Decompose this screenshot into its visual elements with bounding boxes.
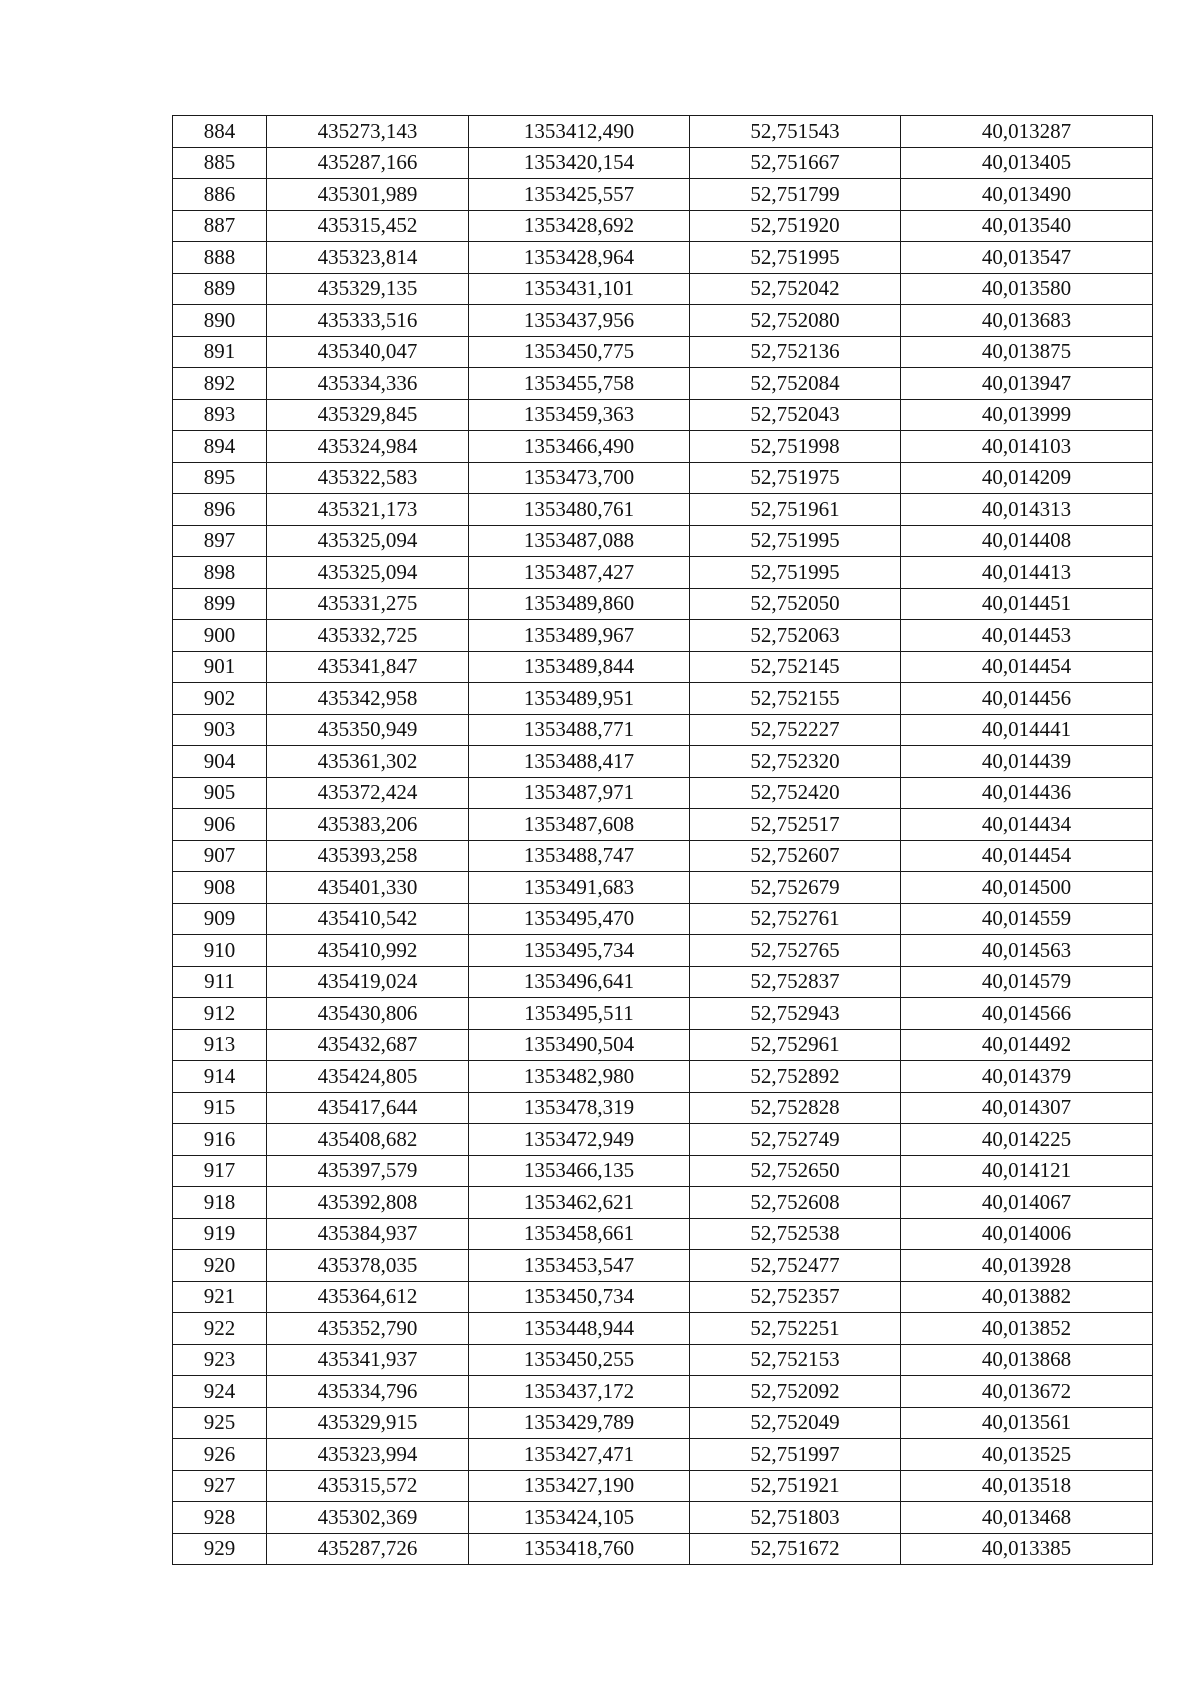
latitude-cell: 52,752155 — [690, 683, 901, 715]
x-coordinate-cell: 435315,572 — [267, 1470, 469, 1502]
y-coordinate-cell: 1353489,967 — [469, 620, 690, 652]
y-coordinate-cell: 1353427,471 — [469, 1439, 690, 1471]
x-coordinate-cell: 435324,984 — [267, 431, 469, 463]
table-row — [173, 1502, 1153, 1534]
point-number-cell: 917 — [173, 1155, 267, 1187]
table-row — [173, 525, 1153, 557]
point-number-cell: 897 — [173, 525, 267, 557]
longitude-cell: 40,014566 — [901, 998, 1153, 1030]
point-number-cell: 906 — [173, 809, 267, 841]
longitude-cell: 40,013672 — [901, 1376, 1153, 1408]
table-row — [173, 210, 1153, 242]
latitude-cell: 52,751995 — [690, 557, 901, 589]
table-row — [173, 1376, 1153, 1408]
point-number-cell: 910 — [173, 935, 267, 967]
longitude-cell: 40,013875 — [901, 336, 1153, 368]
y-coordinate-cell: 1353488,747 — [469, 840, 690, 872]
longitude-cell: 40,013928 — [901, 1250, 1153, 1282]
latitude-cell: 52,752650 — [690, 1155, 901, 1187]
longitude-cell: 40,013525 — [901, 1439, 1153, 1471]
x-coordinate-cell: 435410,992 — [267, 935, 469, 967]
y-coordinate-cell: 1353482,980 — [469, 1061, 690, 1093]
latitude-cell: 52,752761 — [690, 903, 901, 935]
x-coordinate-cell: 435372,424 — [267, 777, 469, 809]
y-coordinate-cell: 1353450,255 — [469, 1344, 690, 1376]
y-coordinate-cell: 1353458,661 — [469, 1218, 690, 1250]
latitude-cell: 52,751961 — [690, 494, 901, 526]
latitude-cell: 52,752136 — [690, 336, 901, 368]
latitude-cell: 52,752153 — [690, 1344, 901, 1376]
x-coordinate-cell: 435325,094 — [267, 557, 469, 589]
point-number-cell: 914 — [173, 1061, 267, 1093]
y-coordinate-cell: 1353428,964 — [469, 242, 690, 274]
x-coordinate-cell: 435302,369 — [267, 1502, 469, 1534]
point-number-cell: 898 — [173, 557, 267, 589]
latitude-cell: 52,752251 — [690, 1313, 901, 1345]
x-coordinate-cell: 435322,583 — [267, 462, 469, 494]
x-coordinate-cell: 435393,258 — [267, 840, 469, 872]
longitude-cell: 40,014307 — [901, 1092, 1153, 1124]
x-coordinate-cell: 435392,808 — [267, 1187, 469, 1219]
point-number-cell: 916 — [173, 1124, 267, 1156]
longitude-cell: 40,014379 — [901, 1061, 1153, 1093]
x-coordinate-cell: 435329,845 — [267, 399, 469, 431]
longitude-cell: 40,013561 — [901, 1407, 1153, 1439]
y-coordinate-cell: 1353455,758 — [469, 368, 690, 400]
latitude-cell: 52,752420 — [690, 777, 901, 809]
longitude-cell: 40,014408 — [901, 525, 1153, 557]
x-coordinate-cell: 435301,989 — [267, 179, 469, 211]
latitude-cell: 52,752092 — [690, 1376, 901, 1408]
point-number-cell: 895 — [173, 462, 267, 494]
longitude-cell: 40,013999 — [901, 399, 1153, 431]
table-row — [173, 1439, 1153, 1471]
longitude-cell: 40,013385 — [901, 1533, 1153, 1565]
point-number-cell: 896 — [173, 494, 267, 526]
table-row — [173, 116, 1153, 148]
table-row — [173, 179, 1153, 211]
x-coordinate-cell: 435424,805 — [267, 1061, 469, 1093]
longitude-cell: 40,014313 — [901, 494, 1153, 526]
latitude-cell: 52,751667 — [690, 147, 901, 179]
table-row — [173, 1407, 1153, 1439]
x-coordinate-cell: 435287,726 — [267, 1533, 469, 1565]
point-number-cell: 922 — [173, 1313, 267, 1345]
table-row — [173, 1218, 1153, 1250]
longitude-cell: 40,014441 — [901, 714, 1153, 746]
x-coordinate-cell: 435352,790 — [267, 1313, 469, 1345]
y-coordinate-cell: 1353487,427 — [469, 557, 690, 589]
longitude-cell: 40,013882 — [901, 1281, 1153, 1313]
y-coordinate-cell: 1353427,190 — [469, 1470, 690, 1502]
latitude-cell: 52,752043 — [690, 399, 901, 431]
point-number-cell: 908 — [173, 872, 267, 904]
x-coordinate-cell: 435340,047 — [267, 336, 469, 368]
y-coordinate-cell: 1353437,956 — [469, 305, 690, 337]
y-coordinate-cell: 1353412,490 — [469, 116, 690, 148]
latitude-cell: 52,751975 — [690, 462, 901, 494]
y-coordinate-cell: 1353491,683 — [469, 872, 690, 904]
table-row — [173, 1061, 1153, 1093]
latitude-cell: 52,752357 — [690, 1281, 901, 1313]
x-coordinate-cell: 435331,275 — [267, 588, 469, 620]
latitude-cell: 52,751921 — [690, 1470, 901, 1502]
point-number-cell: 909 — [173, 903, 267, 935]
y-coordinate-cell: 1353437,172 — [469, 1376, 690, 1408]
latitude-cell: 52,752080 — [690, 305, 901, 337]
point-number-cell: 899 — [173, 588, 267, 620]
y-coordinate-cell: 1353431,101 — [469, 273, 690, 305]
y-coordinate-cell: 1353489,844 — [469, 651, 690, 683]
x-coordinate-cell: 435417,644 — [267, 1092, 469, 1124]
longitude-cell: 40,014453 — [901, 620, 1153, 652]
longitude-cell: 40,013405 — [901, 147, 1153, 179]
x-coordinate-cell: 435432,687 — [267, 1029, 469, 1061]
latitude-cell: 52,752050 — [690, 588, 901, 620]
point-number-cell: 919 — [173, 1218, 267, 1250]
latitude-cell: 52,752477 — [690, 1250, 901, 1282]
table-row — [173, 368, 1153, 400]
x-coordinate-cell: 435332,725 — [267, 620, 469, 652]
y-coordinate-cell: 1353487,608 — [469, 809, 690, 841]
table-row — [173, 399, 1153, 431]
coordinates-table — [172, 115, 1153, 1565]
table-row — [173, 998, 1153, 1030]
y-coordinate-cell: 1353489,951 — [469, 683, 690, 715]
y-coordinate-cell: 1353453,547 — [469, 1250, 690, 1282]
longitude-cell: 40,013852 — [901, 1313, 1153, 1345]
longitude-cell: 40,014103 — [901, 431, 1153, 463]
table-row — [173, 305, 1153, 337]
latitude-cell: 52,751920 — [690, 210, 901, 242]
point-number-cell: 891 — [173, 336, 267, 368]
x-coordinate-cell: 435419,024 — [267, 966, 469, 998]
table-row — [173, 620, 1153, 652]
latitude-cell: 52,752961 — [690, 1029, 901, 1061]
point-number-cell: 926 — [173, 1439, 267, 1471]
latitude-cell: 52,752892 — [690, 1061, 901, 1093]
y-coordinate-cell: 1353489,860 — [469, 588, 690, 620]
table-row — [173, 1124, 1153, 1156]
latitude-cell: 52,752943 — [690, 998, 901, 1030]
y-coordinate-cell: 1353488,771 — [469, 714, 690, 746]
longitude-cell: 40,014225 — [901, 1124, 1153, 1156]
y-coordinate-cell: 1353466,490 — [469, 431, 690, 463]
point-number-cell: 927 — [173, 1470, 267, 1502]
y-coordinate-cell: 1353450,734 — [469, 1281, 690, 1313]
longitude-cell: 40,013287 — [901, 116, 1153, 148]
y-coordinate-cell: 1353495,734 — [469, 935, 690, 967]
latitude-cell: 52,752320 — [690, 746, 901, 778]
x-coordinate-cell: 435342,958 — [267, 683, 469, 715]
y-coordinate-cell: 1353418,760 — [469, 1533, 690, 1565]
point-number-cell: 892 — [173, 368, 267, 400]
latitude-cell: 52,751672 — [690, 1533, 901, 1565]
longitude-cell: 40,014434 — [901, 809, 1153, 841]
table-row — [173, 746, 1153, 778]
latitude-cell: 52,751543 — [690, 116, 901, 148]
y-coordinate-cell: 1353425,557 — [469, 179, 690, 211]
x-coordinate-cell: 435384,937 — [267, 1218, 469, 1250]
longitude-cell: 40,013580 — [901, 273, 1153, 305]
x-coordinate-cell: 435341,847 — [267, 651, 469, 683]
table-row — [173, 557, 1153, 589]
table-row — [173, 966, 1153, 998]
y-coordinate-cell: 1353473,700 — [469, 462, 690, 494]
longitude-cell: 40,014006 — [901, 1218, 1153, 1250]
table-row — [173, 809, 1153, 841]
longitude-cell: 40,013683 — [901, 305, 1153, 337]
latitude-cell: 52,752517 — [690, 809, 901, 841]
table-row — [173, 1313, 1153, 1345]
longitude-cell: 40,014563 — [901, 935, 1153, 967]
point-number-cell: 903 — [173, 714, 267, 746]
x-coordinate-cell: 435323,814 — [267, 242, 469, 274]
x-coordinate-cell: 435334,336 — [267, 368, 469, 400]
longitude-cell: 40,013490 — [901, 179, 1153, 211]
point-number-cell: 889 — [173, 273, 267, 305]
y-coordinate-cell: 1353495,470 — [469, 903, 690, 935]
table-row — [173, 1344, 1153, 1376]
table-row — [173, 1250, 1153, 1282]
y-coordinate-cell: 1353459,363 — [469, 399, 690, 431]
longitude-cell: 40,014492 — [901, 1029, 1153, 1061]
longitude-cell: 40,013947 — [901, 368, 1153, 400]
point-number-cell: 925 — [173, 1407, 267, 1439]
x-coordinate-cell: 435341,937 — [267, 1344, 469, 1376]
point-number-cell: 885 — [173, 147, 267, 179]
coordinates-table-body — [173, 116, 1153, 1565]
longitude-cell: 40,013540 — [901, 210, 1153, 242]
latitude-cell: 52,752607 — [690, 840, 901, 872]
latitude-cell: 52,751997 — [690, 1439, 901, 1471]
x-coordinate-cell: 435361,302 — [267, 746, 469, 778]
table-row — [173, 588, 1153, 620]
table-row — [173, 273, 1153, 305]
longitude-cell: 40,014559 — [901, 903, 1153, 935]
y-coordinate-cell: 1353420,154 — [469, 147, 690, 179]
latitude-cell: 52,751803 — [690, 1502, 901, 1534]
x-coordinate-cell: 435315,452 — [267, 210, 469, 242]
point-number-cell: 888 — [173, 242, 267, 274]
y-coordinate-cell: 1353428,692 — [469, 210, 690, 242]
x-coordinate-cell: 435333,516 — [267, 305, 469, 337]
y-coordinate-cell: 1353450,775 — [469, 336, 690, 368]
table-row — [173, 1155, 1153, 1187]
point-number-cell: 902 — [173, 683, 267, 715]
latitude-cell: 52,752049 — [690, 1407, 901, 1439]
table-row — [173, 1187, 1153, 1219]
latitude-cell: 52,751799 — [690, 179, 901, 211]
y-coordinate-cell: 1353429,789 — [469, 1407, 690, 1439]
latitude-cell: 52,752608 — [690, 1187, 901, 1219]
latitude-cell: 52,752227 — [690, 714, 901, 746]
x-coordinate-cell: 435350,949 — [267, 714, 469, 746]
x-coordinate-cell: 435401,330 — [267, 872, 469, 904]
latitude-cell: 52,752765 — [690, 935, 901, 967]
longitude-cell: 40,014454 — [901, 651, 1153, 683]
table-row — [173, 1281, 1153, 1313]
x-coordinate-cell: 435287,166 — [267, 147, 469, 179]
table-row — [173, 431, 1153, 463]
y-coordinate-cell: 1353480,761 — [469, 494, 690, 526]
point-number-cell: 907 — [173, 840, 267, 872]
point-number-cell: 912 — [173, 998, 267, 1030]
latitude-cell: 52,752837 — [690, 966, 901, 998]
point-number-cell: 913 — [173, 1029, 267, 1061]
x-coordinate-cell: 435364,612 — [267, 1281, 469, 1313]
x-coordinate-cell: 435334,796 — [267, 1376, 469, 1408]
y-coordinate-cell: 1353448,944 — [469, 1313, 690, 1345]
point-number-cell: 887 — [173, 210, 267, 242]
point-number-cell: 890 — [173, 305, 267, 337]
latitude-cell: 52,752042 — [690, 273, 901, 305]
x-coordinate-cell: 435397,579 — [267, 1155, 469, 1187]
y-coordinate-cell: 1353488,417 — [469, 746, 690, 778]
y-coordinate-cell: 1353466,135 — [469, 1155, 690, 1187]
x-coordinate-cell: 435323,994 — [267, 1439, 469, 1471]
point-number-cell: 904 — [173, 746, 267, 778]
table-row — [173, 242, 1153, 274]
longitude-cell: 40,014436 — [901, 777, 1153, 809]
table-row — [173, 651, 1153, 683]
longitude-cell: 40,014454 — [901, 840, 1153, 872]
x-coordinate-cell: 435408,682 — [267, 1124, 469, 1156]
point-number-cell: 921 — [173, 1281, 267, 1313]
x-coordinate-cell: 435410,542 — [267, 903, 469, 935]
point-number-cell: 901 — [173, 651, 267, 683]
table-row — [173, 147, 1153, 179]
y-coordinate-cell: 1353472,949 — [469, 1124, 690, 1156]
longitude-cell: 40,014500 — [901, 872, 1153, 904]
table-row — [173, 714, 1153, 746]
table-row — [173, 935, 1153, 967]
latitude-cell: 52,752828 — [690, 1092, 901, 1124]
point-number-cell: 884 — [173, 116, 267, 148]
point-number-cell: 894 — [173, 431, 267, 463]
point-number-cell: 923 — [173, 1344, 267, 1376]
point-number-cell: 929 — [173, 1533, 267, 1565]
latitude-cell: 52,752749 — [690, 1124, 901, 1156]
longitude-cell: 40,014067 — [901, 1187, 1153, 1219]
table-row — [173, 1533, 1153, 1565]
y-coordinate-cell: 1353487,971 — [469, 777, 690, 809]
x-coordinate-cell: 435383,206 — [267, 809, 469, 841]
x-coordinate-cell: 435321,173 — [267, 494, 469, 526]
latitude-cell: 52,752063 — [690, 620, 901, 652]
longitude-cell: 40,013547 — [901, 242, 1153, 274]
table-row — [173, 1029, 1153, 1061]
point-number-cell: 915 — [173, 1092, 267, 1124]
point-number-cell: 893 — [173, 399, 267, 431]
point-number-cell: 900 — [173, 620, 267, 652]
y-coordinate-cell: 1353495,511 — [469, 998, 690, 1030]
table-row — [173, 1470, 1153, 1502]
point-number-cell: 928 — [173, 1502, 267, 1534]
latitude-cell: 52,751998 — [690, 431, 901, 463]
table-row — [173, 683, 1153, 715]
y-coordinate-cell: 1353478,319 — [469, 1092, 690, 1124]
point-number-cell: 918 — [173, 1187, 267, 1219]
longitude-cell: 40,014413 — [901, 557, 1153, 589]
table-row — [173, 872, 1153, 904]
latitude-cell: 52,752538 — [690, 1218, 901, 1250]
y-coordinate-cell: 1353462,621 — [469, 1187, 690, 1219]
latitude-cell: 52,752084 — [690, 368, 901, 400]
longitude-cell: 40,014121 — [901, 1155, 1153, 1187]
x-coordinate-cell: 435329,915 — [267, 1407, 469, 1439]
longitude-cell: 40,013868 — [901, 1344, 1153, 1376]
x-coordinate-cell: 435325,094 — [267, 525, 469, 557]
longitude-cell: 40,014439 — [901, 746, 1153, 778]
longitude-cell: 40,014579 — [901, 966, 1153, 998]
table-row — [173, 494, 1153, 526]
latitude-cell: 52,752145 — [690, 651, 901, 683]
longitude-cell: 40,014456 — [901, 683, 1153, 715]
table-row — [173, 840, 1153, 872]
longitude-cell: 40,013518 — [901, 1470, 1153, 1502]
point-number-cell: 911 — [173, 966, 267, 998]
longitude-cell: 40,014209 — [901, 462, 1153, 494]
point-number-cell: 905 — [173, 777, 267, 809]
table-row — [173, 1092, 1153, 1124]
table-row — [173, 336, 1153, 368]
table-row — [173, 903, 1153, 935]
x-coordinate-cell: 435430,806 — [267, 998, 469, 1030]
longitude-cell: 40,014451 — [901, 588, 1153, 620]
latitude-cell: 52,751995 — [690, 242, 901, 274]
table-row — [173, 777, 1153, 809]
y-coordinate-cell: 1353424,105 — [469, 1502, 690, 1534]
y-coordinate-cell: 1353496,641 — [469, 966, 690, 998]
point-number-cell: 924 — [173, 1376, 267, 1408]
point-number-cell: 886 — [173, 179, 267, 211]
y-coordinate-cell: 1353487,088 — [469, 525, 690, 557]
y-coordinate-cell: 1353490,504 — [469, 1029, 690, 1061]
latitude-cell: 52,751995 — [690, 525, 901, 557]
x-coordinate-cell: 435329,135 — [267, 273, 469, 305]
x-coordinate-cell: 435378,035 — [267, 1250, 469, 1282]
latitude-cell: 52,752679 — [690, 872, 901, 904]
longitude-cell: 40,013468 — [901, 1502, 1153, 1534]
x-coordinate-cell: 435273,143 — [267, 116, 469, 148]
point-number-cell: 920 — [173, 1250, 267, 1282]
table-row — [173, 462, 1153, 494]
